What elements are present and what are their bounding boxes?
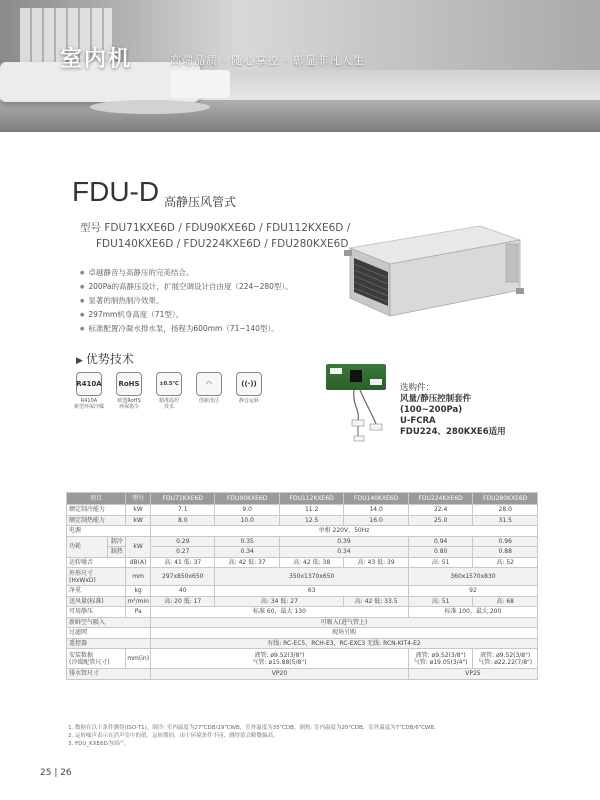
cell: 360x1570x830 [408, 568, 537, 586]
cell: 高: 42 低: 33.5 [344, 596, 409, 607]
cell: 现场另购 [151, 628, 538, 639]
row-label: 额定制冷能力 [67, 505, 126, 516]
hero-banner [0, 0, 600, 132]
cell: 标准 60，最大 130 [151, 607, 409, 618]
header-model-name: FDU90KXE6D [215, 493, 279, 505]
rohs-icon-label: 欧盟RoHS 环保指令 [117, 398, 141, 410]
cell: 液管: ø9.52(3/8") 气管: ø22.22(7/8") [473, 649, 538, 669]
cell: 11.2 [279, 505, 344, 516]
cell: 9.0 [215, 505, 279, 516]
row-sublabel: 制热 [108, 547, 126, 558]
product-series-line1: 型号 FDU71KXE6D / FDU90KXE6D / FDU112KXE6D / [80, 222, 351, 234]
cell: 63 [215, 586, 408, 597]
cell: 高: 51 [408, 557, 473, 568]
row-unit: kW [126, 515, 151, 526]
cell: 0.96 [473, 536, 538, 547]
footnote: 3. FDU_KXE6D为国产。 [68, 741, 130, 747]
cell: 16.0 [344, 515, 409, 526]
header-model-name: FDU280KXE6D [473, 493, 538, 505]
cell: 有线: RC-EC5，RCH-E3，RC-EXC3 无线: RCN-KIT4-E2 [151, 638, 538, 649]
header-model-name: FDU140KXE6D [344, 493, 409, 505]
row-unit: dB(A) [126, 557, 151, 568]
feature-list [80, 266, 293, 336]
cell: 高: 42 低: 38 [279, 557, 344, 568]
cell: 高: 42 低: 37 [215, 557, 279, 568]
cell: 40 [151, 586, 215, 597]
feature-item: ● 200Pa的高静压设计，扩展空调设计自由度（224~280型）。 [80, 280, 293, 294]
table-row [67, 649, 538, 669]
cell: 0.88 [473, 547, 538, 558]
row-label: 净重 [67, 586, 126, 597]
row-label: 遥控器 [67, 638, 151, 649]
table-row [67, 536, 538, 547]
table-row [67, 669, 538, 680]
quiet-icon [232, 372, 266, 404]
header-model-name: FDU224KXE6D [408, 493, 473, 505]
table-row [67, 617, 538, 628]
advantages-title-text: 优势技术 [85, 352, 134, 366]
connector [370, 379, 382, 385]
row-unit: m³/min [127, 597, 149, 605]
cell: 0.80 [408, 547, 473, 558]
row-unit: kW [126, 536, 151, 557]
cell: 高: 20 低: 17 [151, 596, 215, 607]
control-board-image [326, 364, 386, 390]
page-number: 25 | 26 [40, 768, 72, 778]
wire-harness-image [350, 390, 390, 445]
r410a-icon [72, 372, 106, 410]
thermostat-icon-label: 精准温控 技术 [158, 398, 179, 410]
row-label: 运转噪音 [67, 557, 126, 568]
table-row [67, 505, 538, 516]
advantage-icons [70, 372, 290, 422]
row-unit: kW [126, 505, 151, 516]
cell: 31.5 [473, 515, 538, 526]
cell: 高: 52 [473, 557, 538, 568]
footnote: 1. 数据在以下条件测得(ISO-T1)。制冷: 室内温度为27℃DB/19℃WB，室外温度为35℃DB。制热: 室内温度为20℃DB，室外温度为7℃DB/6℃WB。 [68, 725, 440, 731]
cell: 0.35 [215, 536, 279, 547]
cell: 高: 41 低: 37 [151, 557, 215, 568]
cell: 297x850x650 [151, 568, 215, 586]
product-model: FDU-D [72, 176, 160, 207]
option-line: 风量/静压控制套件 [400, 394, 472, 404]
footnote: 2. 运转噪声表示在消声室中的值，运转期间，由于环境条件不同，测得值会略微偏高。 [68, 733, 279, 739]
connector [330, 368, 342, 374]
row-unit: mm(in) [126, 649, 151, 669]
hero-table [90, 100, 210, 114]
chip [350, 370, 362, 382]
table-row [67, 596, 538, 607]
r410a-icon-glyph: R410A [76, 372, 102, 396]
feature-item: ● 标准配置冷凝水排水泵，扬程为600mm（71~140型）。 [80, 322, 293, 336]
table-row [67, 638, 538, 649]
clean-icon-glyph: ◠ [196, 372, 222, 396]
header-model-name: FDU112KXE6D [279, 493, 344, 505]
cell: 高: 43 低: 39 [344, 557, 409, 568]
cell: 0.34 [279, 547, 408, 558]
section-title: 室内机 [60, 47, 133, 72]
cell: 350x1370x650 [215, 568, 408, 586]
option-line: 选购件： [400, 383, 435, 393]
header-model-name: FDU71KXE6D [151, 493, 215, 505]
table-row [67, 515, 538, 526]
cell: 0.94 [408, 536, 473, 547]
rohs-icon [112, 372, 146, 410]
hero-armchair [170, 70, 230, 98]
row-label: 可用静压 [67, 607, 126, 618]
option-line: (100~200Pa) [400, 405, 463, 415]
header-item: 项目 [67, 493, 126, 505]
row-label: 排水管尺寸 [67, 669, 151, 680]
row-label: 过滤网 [67, 628, 151, 639]
cell: 高: 34 低: 27 [215, 596, 344, 607]
cell: 12.5 [279, 515, 344, 526]
row-label: 电源 [67, 526, 151, 537]
row-label: 安装数据 (冷媒配管尺寸) [67, 649, 126, 669]
quiet-icon-glyph: ((·)) [236, 372, 262, 396]
cell: 92 [408, 586, 537, 597]
row-unit: kg [126, 586, 151, 597]
product-series-line2: FDU140KXE6D / FDU224KXE6D / FDU280KXE6D [96, 238, 349, 250]
feature-item: ● 卓越静音与高静压的完美结合。 [80, 266, 293, 280]
section-slogan: 高端品质 · 随心掌控 · 彰显非凡人生 [170, 54, 365, 67]
product-subtitle: 高静压风管式 [164, 195, 237, 209]
table-header-row [67, 493, 538, 505]
clean-icon [192, 372, 226, 404]
cell: 10.0 [215, 515, 279, 526]
cell: 22.4 [408, 505, 473, 516]
row-label: 功耗 [67, 536, 108, 557]
cell: 25.0 [408, 515, 473, 526]
spec-table [66, 492, 538, 680]
cell: 标准 100，最大 200 [408, 607, 537, 618]
table-row [67, 568, 538, 586]
option-line: U-FCRA [400, 416, 436, 426]
cell: 液管: ø9.52(3/8") 气管: ø19.05(3/4") [408, 649, 473, 669]
cell: 0.39 [279, 536, 408, 547]
r410a-icon-label: R410A 新型环保冷媒 [73, 398, 104, 410]
option-line: FDU224、280KXE6适用 [400, 427, 506, 437]
cell: 可吸入(进气管上) [151, 617, 538, 628]
row-sublabel: 制冷 [108, 536, 126, 547]
triangle-icon: ▶ [76, 356, 83, 366]
cell: VP25 [408, 669, 537, 680]
cell: 14.0 [344, 505, 409, 516]
row-unit: mm [126, 568, 151, 586]
cell: 28.0 [473, 505, 538, 516]
cell: 高: 51 [408, 596, 473, 607]
advantages-title [76, 350, 134, 367]
row-unit: Pa [126, 607, 151, 618]
cell: 0.29 [151, 536, 215, 547]
row-label: 新鲜空气吸入 [67, 617, 151, 628]
clean-icon-label: 创新清洁 [198, 398, 219, 404]
thermostat-icon [152, 372, 186, 410]
row-label: 送风量(标准) [67, 596, 126, 607]
thermostat-icon-glyph: ±0.5°C [156, 372, 182, 396]
rohs-icon-glyph: RoHS [116, 372, 142, 396]
cell: VP20 [151, 669, 409, 680]
table-row [67, 607, 538, 618]
option-kit-text [400, 383, 506, 438]
feature-item: ● 297mm机身高度（71型）。 [80, 308, 293, 322]
table-row [67, 628, 538, 639]
footnotes [68, 724, 440, 748]
feature-item: ● 显著的制热制冷效果。 [80, 294, 293, 308]
cell: 8.0 [151, 515, 215, 526]
product-image [330, 218, 530, 328]
row-label: 额定制热能力 [67, 515, 126, 526]
cell: 7.1 [151, 505, 215, 516]
table-row [67, 557, 538, 568]
cell: 0.27 [151, 547, 215, 558]
header-model: 型号 [126, 493, 151, 505]
quiet-icon-label: 静音运转 [238, 398, 259, 404]
cell: 液管: ø9.52(3/8") 气管: ø15.88(5/8") [151, 649, 409, 669]
table-row [67, 586, 538, 597]
cell: 0.34 [215, 547, 279, 558]
cell: 单相 220V，50Hz [151, 526, 538, 537]
table-row [67, 526, 538, 537]
cell: 高: 68 [473, 596, 538, 607]
row-label: 外形尺寸 (HxWxD) [67, 568, 126, 586]
